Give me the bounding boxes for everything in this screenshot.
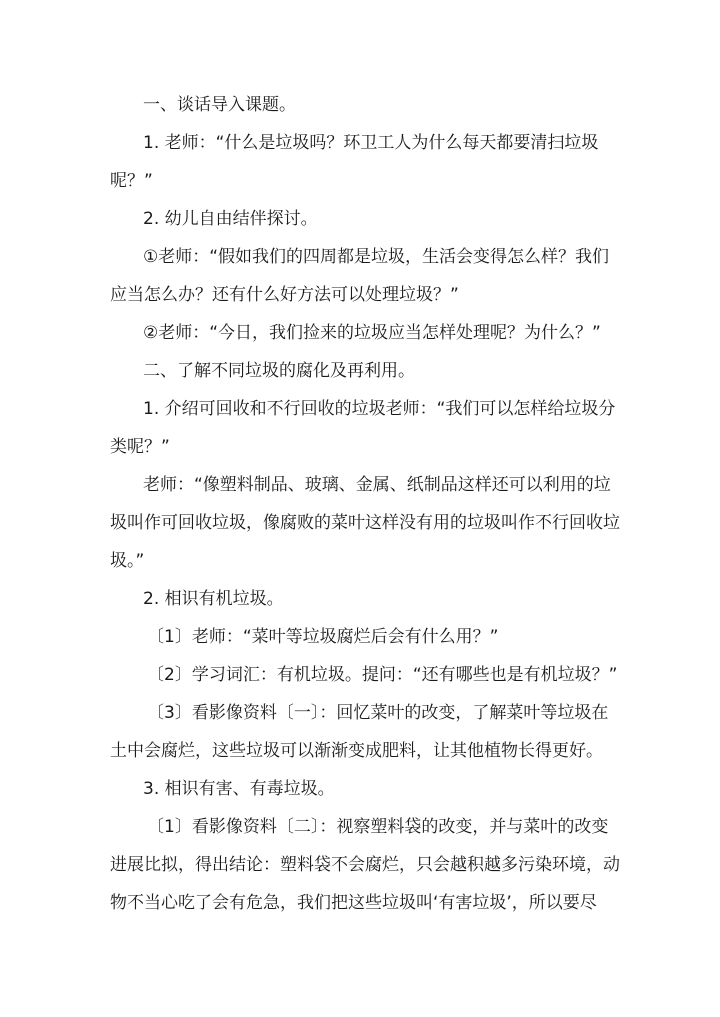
paragraph-line: 进展比拟，得出结论：塑料袋不会腐烂，只会越积越多污染环境，动 xyxy=(110,855,620,875)
paragraph-line: 应当怎么办？还有什么好方法可以处理垃圾？” xyxy=(110,285,459,305)
paragraph-line: 2. 相识有机垃圾。 xyxy=(143,589,284,609)
paragraph-line: 3. 相识有害、有毒垃圾。 xyxy=(143,779,335,799)
paragraph-line: 圾叫作可回收垃圾，像腐败的菜叶这样没有用的垃圾叫作不行回收垃 xyxy=(110,513,620,533)
paragraph-line: 〔2〕学习词汇：有机垃圾。提问：“还有哪些也是有机垃圾？” xyxy=(147,665,618,685)
paragraph-line: 〔3〕看影像资料〔一〕：回忆菜叶的改变，了解菜叶等垃圾在 xyxy=(147,703,609,723)
paragraph-line: ②老师：“今日，我们捡来的垃圾应当怎样处理呢？为什么？” xyxy=(143,323,601,343)
paragraph-line: 老师：“像塑料制品、玻璃、金属、纸制品这样还可以利用的垃 xyxy=(143,475,611,495)
paragraph-line: 物不当心吃了会有危急，我们把这些垃圾叫‘有害垃圾’，所以要尽 xyxy=(110,893,597,913)
heading-1: 一、谈话导入课题。 xyxy=(143,95,296,115)
paragraph-line: 〔1〕看影像资料〔二〕：视察塑料袋的改变，并与菜叶的改变 xyxy=(147,817,609,837)
paragraph-line: 呢？” xyxy=(110,171,153,191)
paragraph-line: 2. 幼儿自由结伴探讨。 xyxy=(143,209,318,229)
paragraph-line: 土中会腐烂，这些垃圾可以渐渐变成肥料，让其他植物长得更好。 xyxy=(110,741,603,761)
paragraph-line: 1. 老师：“什么是垃圾吗？环卫工人为什么每天都要清扫垃圾 xyxy=(143,133,599,153)
paragraph-line: 圾。” xyxy=(110,551,145,571)
paragraph-line: ①老师：“假如我们的四周都是垃圾，生活会变得怎么样？我们 xyxy=(143,247,610,267)
paragraph-line: 1. 介绍可回收和不行回收的垃圾老师：“我们可以怎样给垃圾分 xyxy=(143,399,616,419)
heading-2: 二、了解不同垃圾的腐化及再利用。 xyxy=(143,361,415,381)
paragraph-line: 类呢？” xyxy=(110,437,170,457)
paragraph-line: 〔1〕老师：“菜叶等垃圾腐烂后会有什么用？” xyxy=(147,627,499,647)
